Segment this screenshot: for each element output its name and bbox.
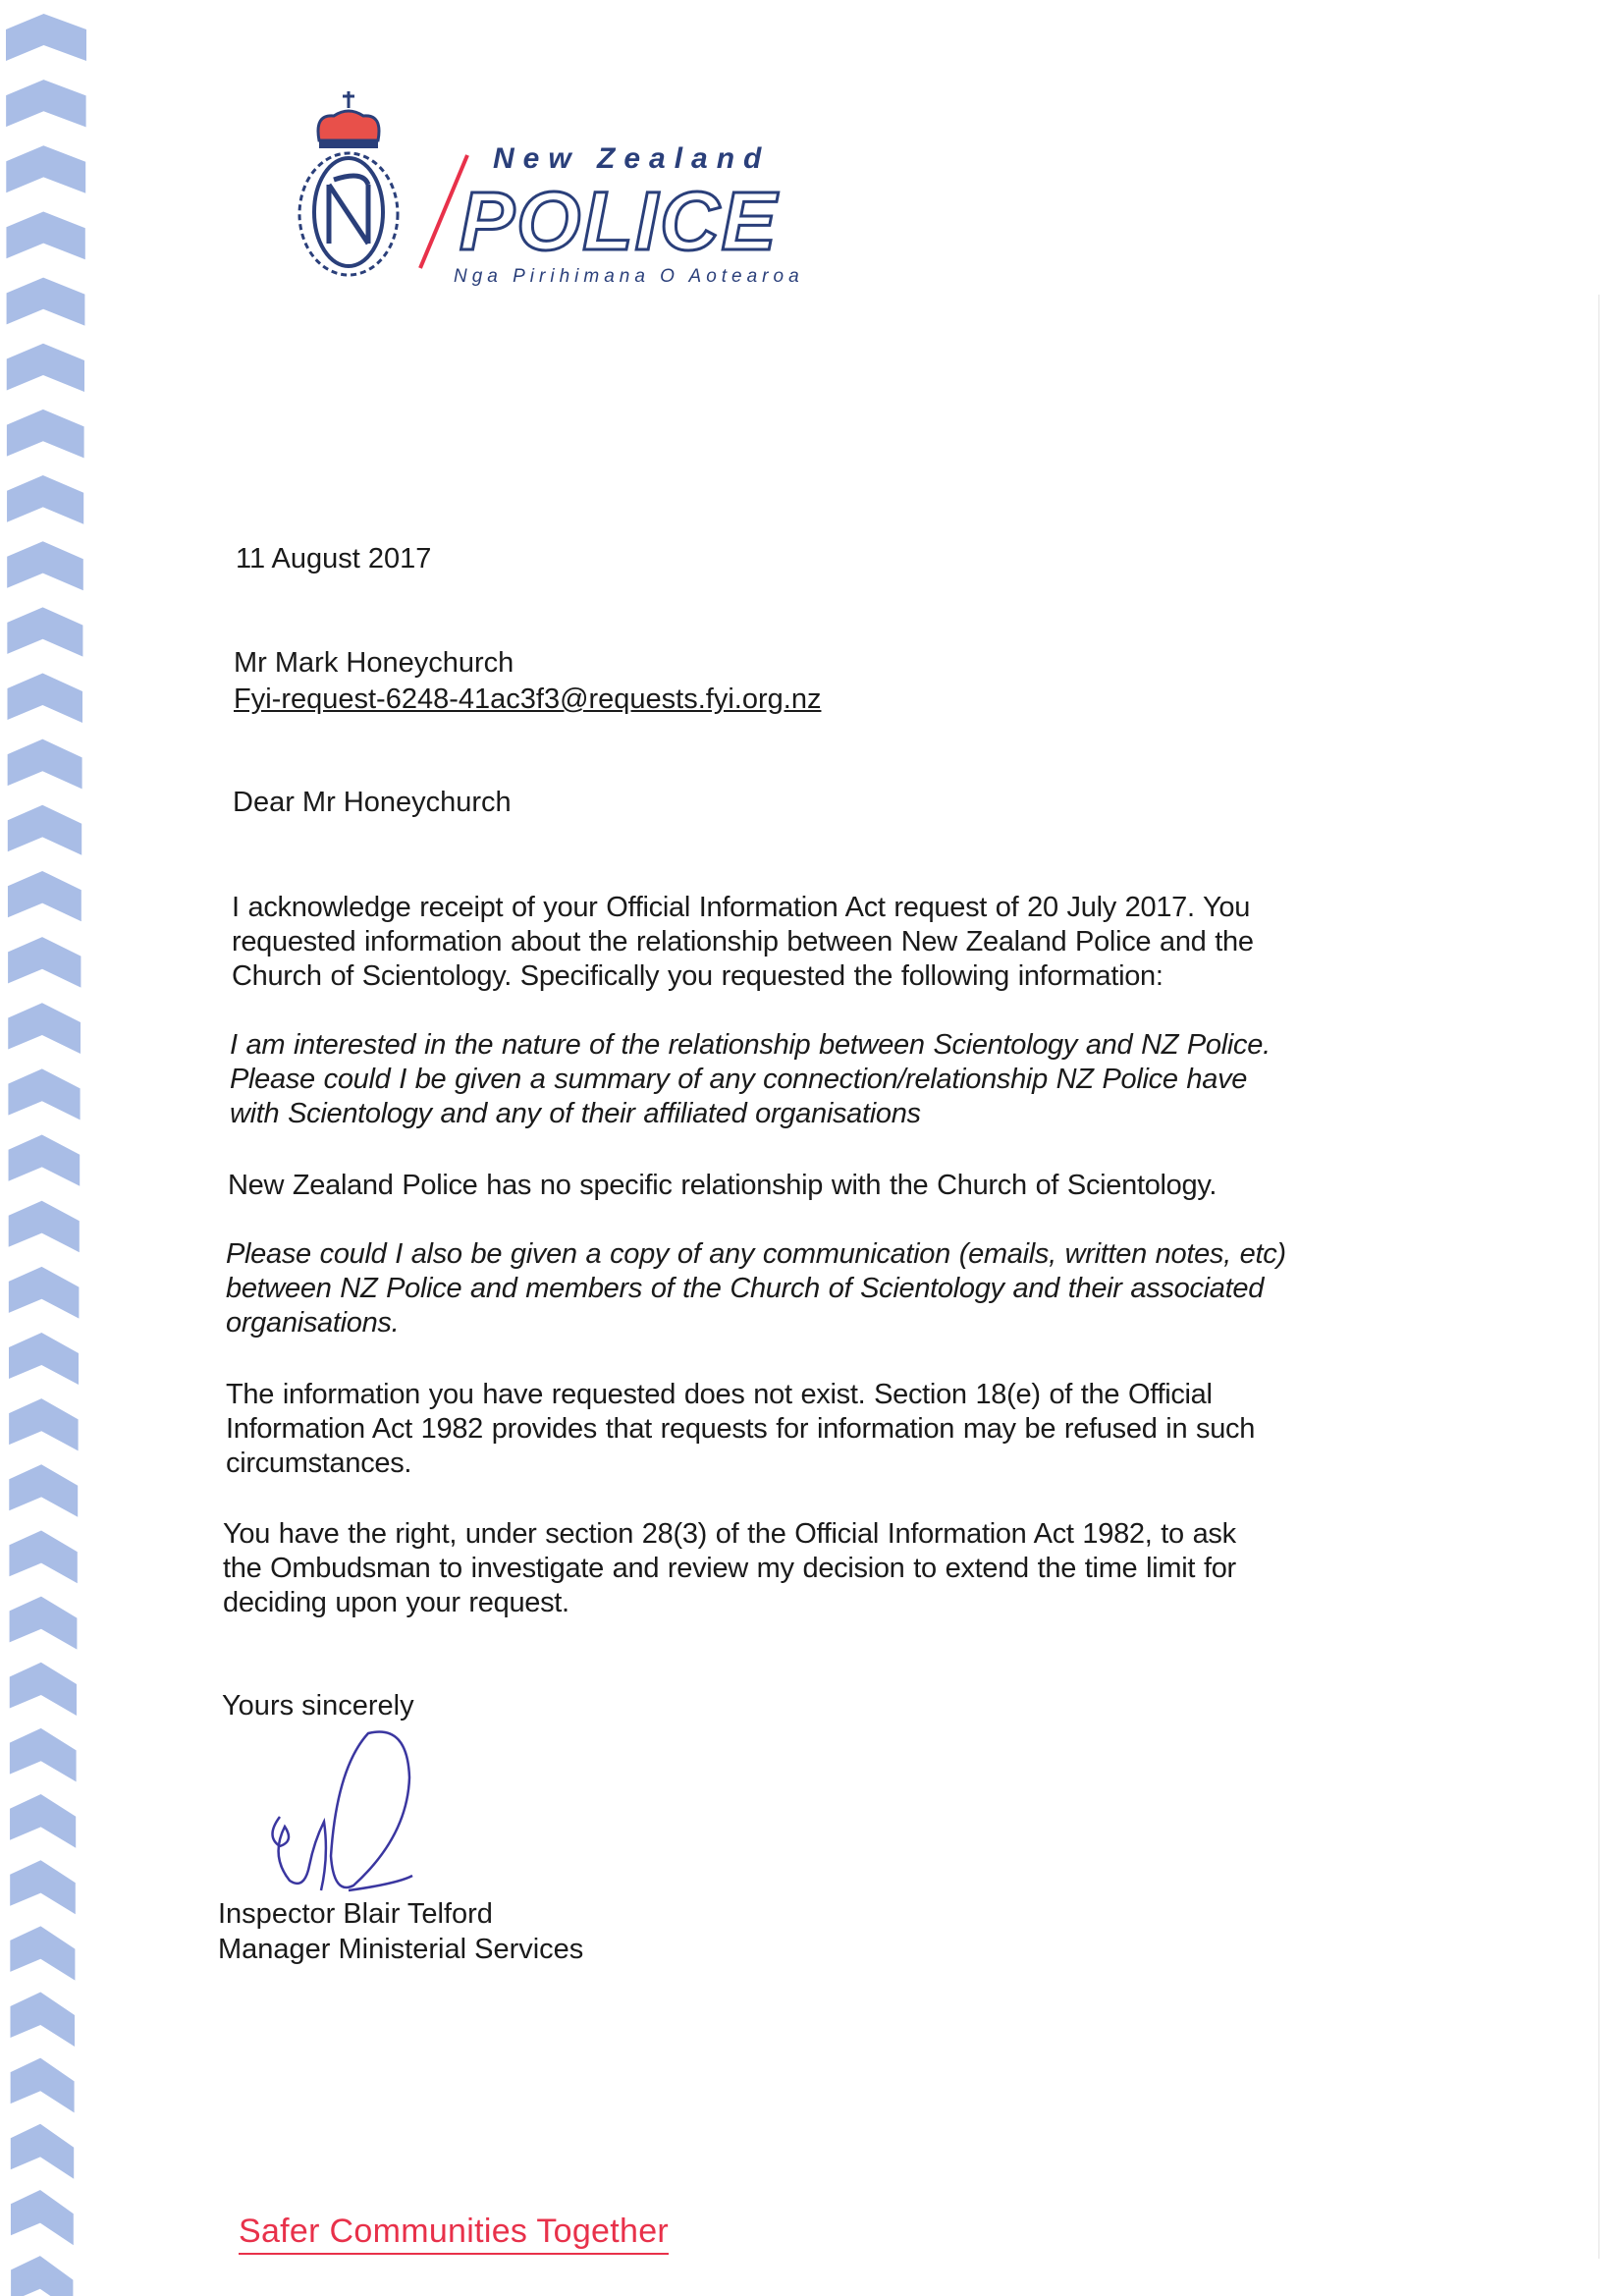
chevron-icon (11, 1993, 76, 2048)
chevron-icon (7, 410, 84, 459)
chevron-icon (9, 1333, 79, 1385)
letter-date: 11 August 2017 (236, 543, 432, 574)
body-paragraph (226, 1378, 1255, 1481)
body-paragraph (228, 1169, 1217, 1203)
police-crest-logo (275, 86, 422, 288)
chevron-icon (8, 937, 81, 988)
paragraph-line: Please could I also be given a copy of any communication (emails, written notes, etc) (226, 1238, 1286, 1270)
chevron-icon (10, 1663, 77, 1716)
chevron-icon (9, 1201, 80, 1253)
body-paragraph (230, 1028, 1271, 1131)
page-edge (1598, 295, 1599, 2259)
chevron-icon (8, 739, 82, 790)
signature (250, 1728, 437, 1895)
chevron-icon (11, 2256, 73, 2296)
chevron-icon (9, 1267, 80, 1319)
chevron-icon (9, 1464, 78, 1517)
chevron-icon (8, 871, 81, 921)
signatory-title: Manager Ministerial Services (218, 1934, 584, 1965)
paragraph-line: organisations. (226, 1307, 400, 1339)
org-police-wordmark: POLICE (460, 175, 779, 267)
paragraph-line: the Ombudsman to investigate and review my decision to extend the time limit for (223, 1553, 1236, 1584)
chevron-icon (6, 145, 85, 193)
paragraph-line: You have the right, under section 28(3) of the Official Information Act 1982, to ask (223, 1518, 1236, 1550)
paragraph-line: deciding upon your request. (223, 1587, 569, 1618)
paragraph-line: I am interested in the nature of the relationship between Scientology and NZ Police. (230, 1029, 1271, 1061)
chevron-icon (6, 211, 84, 259)
org-maori-name: Nga Pirihimana O Aotearoa (454, 266, 804, 287)
chevron-icon (10, 1728, 77, 1782)
paragraph-line: New Zealand Police has no specific relationship with the Church of Scientology. (228, 1170, 1217, 1201)
footer-slogan: Safer Communities Together (239, 2212, 669, 2255)
org-name: New Zealand (493, 142, 771, 175)
body-paragraph (223, 1517, 1236, 1620)
chevron-border-decoration (0, 0, 98, 2296)
paragraph-line: The information you have requested does not exist. Section 18(e) of the Official (226, 1379, 1213, 1410)
chevron-icon (6, 80, 85, 127)
paragraph-line: with Scientology and any of their affiliated organisations (230, 1098, 921, 1129)
chevron-icon (10, 1794, 76, 1848)
paragraph-line: circumstances. (226, 1448, 412, 1479)
chevron-icon (8, 805, 81, 855)
chevron-icon (10, 1597, 78, 1650)
paragraph-line: Information Act 1982 provides that requests for information may be refused in such (226, 1413, 1256, 1445)
chevron-icon (11, 2190, 74, 2245)
chevron-icon (9, 1398, 78, 1450)
paragraph-line: between NZ Police and members of the Church of Scientology and their associated (226, 1273, 1265, 1304)
paragraph-line: Church of Scientology. Specifically you requested the following information: (232, 960, 1163, 992)
salutation: Dear Mr Honeychurch (233, 787, 512, 818)
chevron-icon (9, 1135, 81, 1186)
paragraph-line: I acknowledge receipt of your Official Information Act request of 20 July 2017. You (232, 892, 1251, 923)
chevron-icon (6, 14, 86, 61)
chevron-icon (7, 607, 82, 656)
paragraph-line: Please could I be given a summary of any connection/relationship NZ Police have (230, 1064, 1248, 1095)
recipient-email: Fyi-request-6248-41ac3f3@requests.fyi.org.nz (234, 683, 822, 715)
chevron-icon (9, 1530, 77, 1583)
chevron-icon (11, 2124, 74, 2179)
recipient-name: Mr Mark Honeychurch (234, 647, 514, 679)
chevron-icon (11, 2058, 75, 2113)
chevron-icon (7, 278, 85, 326)
chevron-icon (8, 674, 83, 724)
signatory-name: Inspector Blair Telford (218, 1898, 493, 1930)
chevron-icon (7, 541, 83, 590)
body-paragraph (226, 1237, 1286, 1340)
chevron-icon (8, 1003, 81, 1054)
body-paragraph (232, 891, 1254, 994)
chevron-icon (10, 1860, 76, 1914)
chevron-icon (8, 1068, 80, 1120)
closing: Yours sincerely (222, 1690, 414, 1722)
chevron-icon (7, 344, 84, 392)
chevron-icon (7, 475, 83, 524)
paragraph-line: requested information about the relationship between New Zealand Police and the (232, 926, 1254, 957)
chevron-icon (10, 1926, 75, 1980)
